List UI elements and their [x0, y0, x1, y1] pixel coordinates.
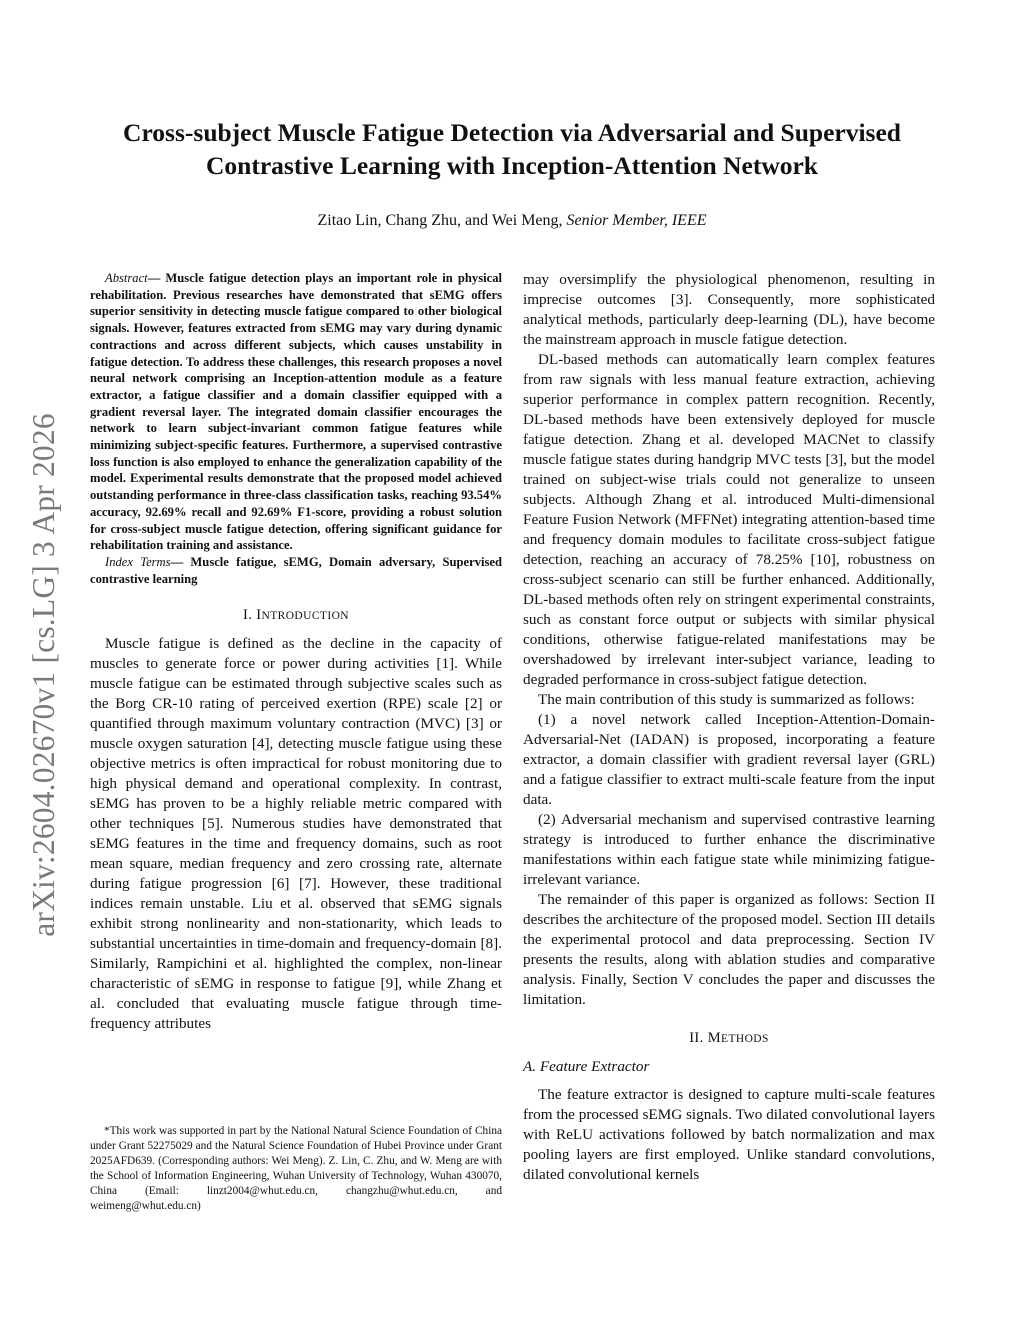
intro-contribution-2: (2) Adversarial mechanism and supervised contrastive learning strategy is introduced to further enhance the discriminative manifestations within each fatigue state while minimizing fatigue-irrelevant variance. [523, 811, 935, 888]
funding-footnote: *This work was supported in part by the National Natural Science Foundation of China under Grant 52275029 and the Natural Science Foundation of Hubei Province under Grant 2025AFD639. (Corresponding authors: Wei Meng). Z. Lin, C. Zhu, and W. Meng are with the School of Information Engineering, Wuhan University of Technology, Wuhan 430070, China (Email: linzt2004@whut.edu.cn, changzhu@whut.edu.cn, and weimeng@whut.edu.cn) [90, 1125, 502, 1212]
intro-contribution-1: (1) a novel network called Inception-Attention-Domain-Adversarial-Net (IADAN) is proposed, incorporating a feature extractor, a domain classifier with gradient reversal layer (GRL) and a fatigue classifier to extract multi-scale feature from the input data. [523, 711, 935, 808]
intro-paragraph-3: The main contribution of this study is summarized as follows: [538, 691, 915, 708]
intro-paragraph-1: Muscle fatigue is defined as the decline in the capacity of muscles to generate force or power during activities [1]. While muscle fatigue can be estimated through subjective scales such as the Borg CR-10 rating of perceived exertion (RPE) scale [2] or quantified through maximum voluntary contraction (MVC) [3] or muscle oxygen saturation [4], detecting muscle fatigue using these objective metrics is often impractical for robust monitoring due to high physical demand and operational complexity. In contrast, sEMG has proven to be a highly reliable metric compared with other techniques [5]. Numerous studies have demonstrated that sEMG features in the time and frequency domains, such as root mean square, median frequency and zero crossing rate, alternate during fatigue progression [6] [7]. However, these traditional indices remain unstable. Liu et al. observed that sEMG signals exhibit strong nonlinearity and non-stationarity, which leads to substantial uncertainties in time-domain and frequency-domain [8]. Similarly, Rampichini et al. highlighted the complex, non-linear characteristic of sEMG in response to fatigue [9], while Zhang et al. concluded that evaluating muscle fatigue through time-frequency attributes [90, 635, 502, 1033]
intro-paragraph-organization: The remainder of this paper is organized as follows: Section II describes the architecture of the proposed model. Section III details the experimental protocol and data preprocessing. Section IV presents the results, along with ablation studies and comparative analysis. Finally, Section V concludes the paper and discusses the limitation. [523, 891, 935, 1008]
right-column [523, 270, 935, 1185]
abstract-lead: Abstract [105, 271, 148, 285]
abstract: Abstract— Muscle fatigue detection plays an important role in physical rehabilitation. Previous researches have demonstrated that sEMG offers superior sensitivity in detecting muscle fatigue compared to other biological signals. However, features extracted from sEMG may vary during dynamic contractions and across different subjects, which causes unstability in fatigue detection. To address these challenges, this research proposes a novel neural network comprising an Inception-attention module as a feature extractor, a fatigue classifier and a domain classifier equipped with a gradient reversal layer. The integrated domain classifier encourages the network to learn subject-invariant common fatigue features while minimizing subject-specific features. Furthermore, a supervised contrastive loss function is also employed to enhance the generalization capability of the model. Experimental results demonstrate that the proposed model achieved outstanding performance in three-class classification tasks, reaching 93.54% accuracy, 92.69% recall and 92.69% F1-score, providing a robust solution for cross-subject muscle fatigue detection, offering significant guidance for rehabilitation training and assistance. [90, 271, 503, 553]
section-heading-methods: II. METHODS [689, 1030, 769, 1046]
author-names: Zitao Lin, Chang Zhu, and Wei Meng, [317, 212, 563, 229]
index-terms: Index Terms— Muscle fatigue, sEMG, Domain adversary, Supervised contrastive learning [90, 554, 503, 586]
author-line [60, 210, 964, 232]
intro-paragraph-2: DL-based methods can automatically learn complex features from raw signals with less manual feature extraction, achieving superior performance in complex pattern recognition. Recently, DL-based methods have been extensively deployed for muscle fatigue detection. Zhang et al. developed MACNet to classify muscle fatigue states during handgrip MVC tests [3], but the model trained on subject-wise trials could not generalize to unseen subjects. Although Zhang et al. introduced Multi-dimensional Feature Fusion Network (MFFNet) integrating attention-based time and frequency domain modules to facilitate cross-subject fatigue detection, reaching an accuracy of 78.25% [10], robustness on cross-subject scenario can still be further enhanced. Additionally, DL-based methods often rely on stringent experimental constraints, such as constant force output or subjects with similar physical conditions, otherwise fatigue-related manifestations may be overshadowed by irrelevant inter-subject variance, leading to degraded performance in cross-subject fatigue detection. [523, 351, 935, 688]
abstract-text: Muscle fatigue detection plays an important role in physical rehabilitation. Previous researches have demonstrated that sEMG offers superior sensitivity in detecting muscle fatigue compared to other biological signals. However, features extracted from sEMG may vary during dynamic contractions and across different subjects, which causes unstability in fatigue detection. To address these challenges, this research proposes a novel neural network comprising an Inception-attention module as a feature extractor, a fatigue classifier and a domain classifier equipped with a gradient reversal layer. The integrated domain classifier encourages the network to learn subject-invariant common fatigue features while minimizing subject-specific features. Furthermore, a supervised contrastive loss function is also employed to enhance the generalization capability of the model. Experimental results demonstrate that the proposed model achieved outstanding performance in three-class classification tasks, reaching 93.54% accuracy, 92.69% recall and 92.69% F1-score, providing a robust solution for cross-subject muscle fatigue detection, offering significant guidance for rehabilitation training and assistance. [90, 271, 503, 553]
methods-paragraph-1: The feature extractor is designed to capture multi-scale features from the processed sEMG signals. Two dilated convolutional layers with ReLU activations followed by batch normalization and max pooling layers are first employed. Unlike standard convolutions, dilated convolutional kernels [523, 1086, 935, 1183]
subsection-heading-feature-extractor: A. Feature Extractor [523, 1058, 650, 1075]
author-membership: Senior Member, IEEE [566, 212, 707, 229]
section-heading-introduction: I. INTRODUCTION [243, 607, 349, 624]
left-column [90, 270, 502, 1034]
intro-paragraph-continuation: may oversimplify the physiological phenomenon, resulting in imprecise outcomes [3]. Consequently, more sophisticated analytical methods, particularly deep-learning (DL), have become the mainstream approach in muscle fatigue detection. [523, 271, 935, 348]
arxiv-identifier-text: arXiv:2604.02670v1 [cs.LG] 3 Apr 2026 [26, 413, 61, 937]
arxiv-identifier-stamp [22, 380, 62, 970]
paper-title: Cross-subject Muscle Fatigue Detection via Adversarial and Supervised Contrastive Learning with Inception-Attention Network [123, 118, 901, 180]
index-terms-lead: Index Terms [105, 554, 171, 569]
index-terms-text: Muscle fatigue, sEMG, Domain adversary, Supervised contrastive learning [90, 554, 503, 586]
